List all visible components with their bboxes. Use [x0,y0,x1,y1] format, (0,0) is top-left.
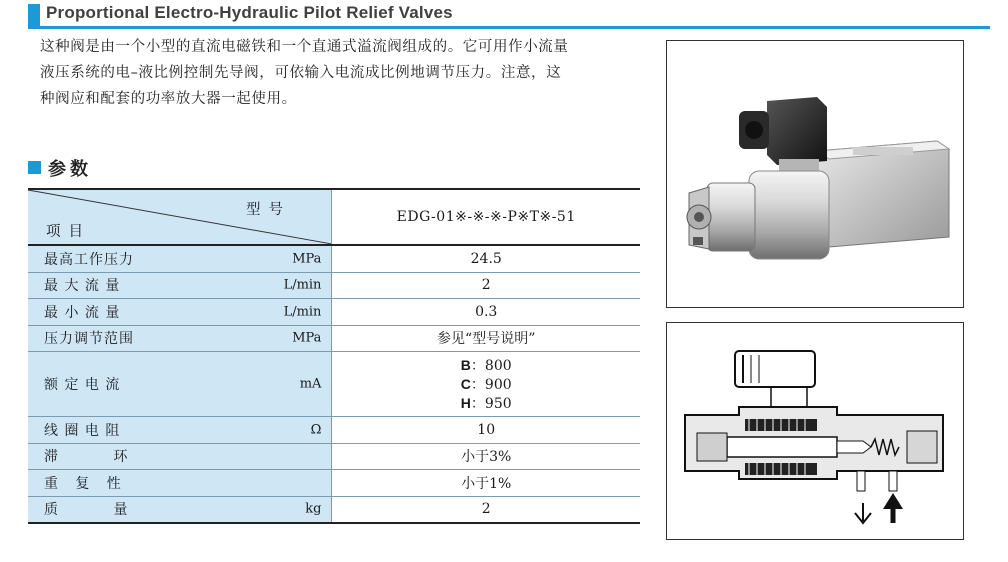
parameter-table [28,188,640,524]
row-unit: MPa [292,330,322,346]
table-row [28,443,640,470]
header-item-label: 项目 [46,224,91,240]
header-divider [28,26,990,29]
row-value: 0.3 [332,299,640,326]
row-unit: L/min [283,304,322,320]
row-name: 最高工作压力 [44,251,134,268]
row-value-current [332,352,640,417]
header-model-cell: EDG-01※-※-※-P※T※-51 [332,189,640,245]
header-item-cell [28,189,332,245]
table-header-row [28,189,640,245]
row-name: 线 圈 电 阻 [44,422,121,439]
row-name: 压力调节范围 [44,331,134,348]
intro-paragraph [40,34,640,112]
row-name: 质 量 [44,502,129,519]
table-row [28,496,640,523]
row-unit: mA [299,376,322,392]
valve-photo-illustration [667,41,963,307]
header-type-label: 型号 [246,202,291,218]
row-unit: Ω [310,422,322,438]
cross-section-diagram [666,322,964,540]
intro-line-1: 这种阀是由一个小型的直流电磁铁和一个直通式溢流阀组成的。它可用作小流量 [40,39,569,55]
table-row [28,245,640,272]
row-unit: MPa [292,251,322,267]
row-value: 2 [332,496,640,523]
intro-line-3: 种阀应和配套的功率放大器一起使用。 [40,91,297,107]
table-row [28,299,640,326]
intro-line-2: 液压系统的电–液比例控制先导阀，可依输入电流成比例地调节压力。注意，这 [40,65,562,81]
row-value: 小于3% [332,443,640,470]
valve-section-illustration [667,323,963,539]
row-name: 重 复 性 [44,475,122,492]
section-title: 参数 [48,159,92,180]
table-row [28,272,640,299]
current-option: B：800 [460,356,512,374]
product-photo [666,40,964,308]
row-value: 24.5 [332,245,640,272]
header-accent-bar [28,4,40,26]
row-name: 滞 环 [44,449,129,466]
row-name: 最 小 流 量 [44,304,121,321]
table-row [28,325,640,352]
current-option: C：900 [460,375,512,393]
row-name: 额 定 电 流 [44,377,121,393]
row-value: 10 [332,417,640,444]
table-row [28,417,640,444]
table-row [28,470,640,497]
row-value: 2 [332,272,640,299]
row-name: 最 大 流 量 [44,278,121,295]
row-value: 小于1% [332,470,640,497]
row-unit: kg [305,501,322,517]
page-title: Proportional Electro-Hydraulic Pilot Relief Valves [46,3,453,22]
current-option: H：950 [460,394,512,412]
table-row [28,352,640,417]
row-unit: L/min [283,277,322,293]
section-marker-icon [28,161,41,174]
row-value: 参见“型号说明” [332,325,640,352]
